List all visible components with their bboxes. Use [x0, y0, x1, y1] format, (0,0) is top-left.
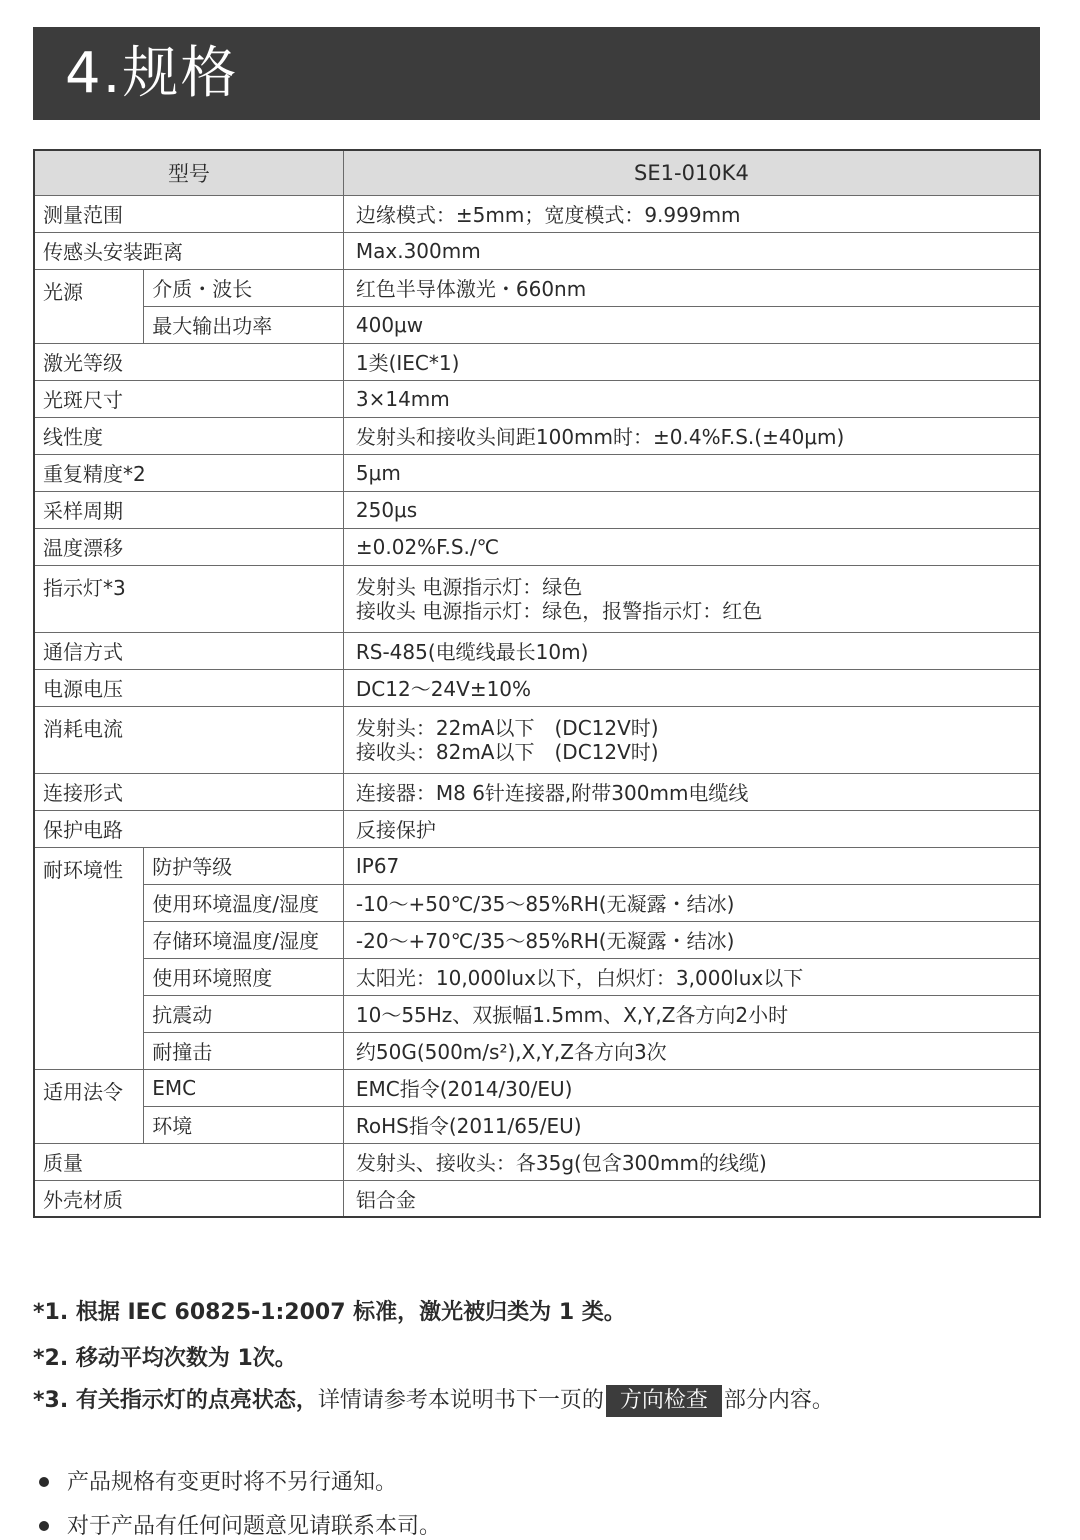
row-sublabel: EMC [144, 1069, 344, 1106]
row-value: Max.300mm [343, 232, 1040, 269]
row-value: DC12～24V±10% [343, 669, 1040, 706]
row-label: 质量 [34, 1143, 343, 1180]
table-row [34, 632, 1040, 669]
row-value: 250μs [343, 491, 1040, 528]
table-row [34, 706, 1040, 773]
list-item [33, 1509, 441, 1540]
table-row [34, 847, 1040, 884]
table-row [34, 417, 1040, 454]
row-value: 连接器：M8 6针连接器,附带300mm电缆线 [343, 773, 1040, 810]
value-line: 发射头 电源指示灯：绿色 [355, 574, 583, 599]
row-sublabel: 存储环境温度/湿度 [144, 921, 344, 958]
row-value: RoHS指令(2011/65/EU) [343, 1106, 1040, 1143]
row-sublabel: 使用环境温度/湿度 [144, 884, 344, 921]
row-value: ±0.02%F.S./℃ [343, 528, 1040, 565]
table-row [34, 232, 1040, 269]
row-label: 采样周期 [34, 491, 343, 528]
row-label: 测量范围 [34, 195, 343, 232]
table-row [34, 921, 1040, 958]
row-value: 3×14mm [343, 380, 1040, 417]
table-row [34, 884, 1040, 921]
row-value: 太阳光：10,000lux以下，白炽灯：3,000lux以下 [343, 958, 1040, 995]
row-value: IP67 [343, 847, 1040, 884]
row-label: 温度漂移 [34, 528, 343, 565]
row-label: 外壳材质 [34, 1180, 343, 1217]
row-value: RS-485(电缆线最长10m) [343, 632, 1040, 669]
table-row [34, 454, 1040, 491]
row-label: 光斑尺寸 [34, 380, 343, 417]
table-row [34, 380, 1040, 417]
row-value: 发射头、接收头：各35g(包含300mm的线缆) [343, 1143, 1040, 1180]
table-row [34, 195, 1040, 232]
group-label: 光源 [34, 269, 144, 343]
row-value [343, 565, 1040, 632]
table-row [34, 491, 1040, 528]
row-sublabel: 最大输出功率 [144, 306, 344, 343]
row-value: 10～55Hz、双振幅1.5mm、X,Y,Z各方向2小时 [343, 995, 1040, 1032]
value-line: 接收头 电源指示灯：绿色，报警指示灯：红色 [355, 598, 763, 623]
table-row [34, 1143, 1040, 1180]
table-row [34, 810, 1040, 847]
row-label: 指示灯*3 [34, 565, 343, 632]
row-value: 边缘模式：±5mm；宽度模式：9.999mm [343, 195, 1040, 232]
table-row [34, 669, 1040, 706]
row-label: 激光等级 [34, 343, 343, 380]
row-value: 400μw [343, 306, 1040, 343]
bullet-icon [39, 1477, 49, 1487]
table-row [34, 1069, 1040, 1106]
row-value: EMC指令(2014/30/EU) [343, 1069, 1040, 1106]
table-row [34, 1032, 1040, 1069]
notice-text: 产品规格有变更时将不另行通知。 [67, 1470, 398, 1495]
group-label: 适用法令 [34, 1069, 144, 1143]
row-sublabel: 使用环境照度 [144, 958, 344, 995]
row-sublabel: 环境 [144, 1106, 344, 1143]
footnote-2: *2. 移动平均次数为 1次。 [33, 1346, 297, 1371]
row-label: 重复精度*2 [34, 454, 343, 491]
table-row [34, 1106, 1040, 1143]
table-row [34, 343, 1040, 380]
direction-check-tag: 方向检查 [606, 1385, 722, 1417]
footnote-1: *1. 根据 IEC 60825-1:2007 标准，激光被归类为 1 类。 [33, 1300, 626, 1325]
value-line: 接收头：82mA以下 (DC12V时) [355, 739, 659, 764]
table-row [34, 565, 1040, 632]
row-label: 电源电压 [34, 669, 343, 706]
footnote-3-text: 详情请参考本说明书下一页的 [317, 1388, 604, 1413]
row-label: 保护电路 [34, 810, 343, 847]
table-row [34, 1180, 1040, 1217]
row-value: 1类(IEC*1) [343, 343, 1040, 380]
row-sublabel: 介质・波长 [144, 269, 344, 306]
table-row [34, 528, 1040, 565]
header-model: SE1-010K4 [343, 150, 1040, 195]
table-row [34, 269, 1040, 306]
row-value: -20～+70℃/35～85%RH(无凝露・结冰) [343, 921, 1040, 958]
row-value: 约50G(500m/s²),X,Y,Z各方向3次 [343, 1032, 1040, 1069]
section-title: 4.规格 [33, 27, 1040, 120]
row-label: 传感头安装距离 [34, 232, 343, 269]
row-value: 5μm [343, 454, 1040, 491]
row-value: 反接保护 [343, 810, 1040, 847]
group-label: 耐环境性 [34, 847, 144, 1069]
table-row [34, 958, 1040, 995]
row-value [343, 706, 1040, 773]
value-line: 发射头：22mA以下 (DC12V时) [355, 715, 659, 740]
row-label: 消耗电流 [34, 706, 343, 773]
bullet-icon [39, 1521, 49, 1531]
row-value: -10～+50℃/35～85%RH(无凝露・结冰) [343, 884, 1040, 921]
notice-text: 对于产品有任何问题意见请联系本司。 [67, 1514, 442, 1539]
row-value: 红色半导体激光・660nm [343, 269, 1040, 306]
row-label: 通信方式 [34, 632, 343, 669]
table-row [34, 995, 1040, 1032]
footnote-3-lead: *3. 有关指示灯的点亮状态， [33, 1388, 318, 1413]
row-value: 发射头和接收头间距100mm时：±0.4%F.S.(±40μm) [343, 417, 1040, 454]
row-value: 铝合金 [343, 1180, 1040, 1217]
row-label: 线性度 [34, 417, 343, 454]
header-label: 型号 [34, 150, 343, 195]
spec-table [33, 149, 1041, 1218]
footnote-3-tail: 部分内容。 [723, 1388, 834, 1413]
list-item [33, 1465, 397, 1496]
row-sublabel: 耐撞击 [144, 1032, 344, 1069]
table-row [34, 773, 1040, 810]
row-label: 连接形式 [34, 773, 343, 810]
row-sublabel: 防护等级 [144, 847, 344, 884]
table-header-row [34, 150, 1040, 195]
row-sublabel: 抗震动 [144, 995, 344, 1032]
table-row [34, 306, 1040, 343]
footnote-3 [33, 1383, 834, 1417]
